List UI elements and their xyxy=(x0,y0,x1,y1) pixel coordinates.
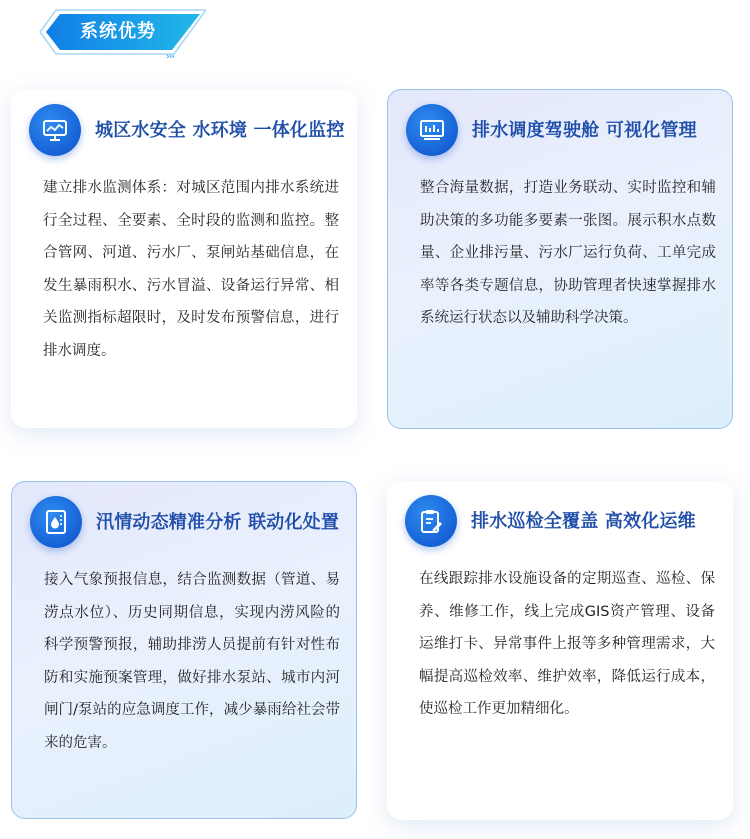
card-title: 排水调度驾驶舱 可视化管理 xyxy=(472,120,697,141)
card-title: 城区水安全 水环境 一体化监控 xyxy=(95,120,345,141)
banner-title: 系统优势 xyxy=(80,21,156,42)
card-title: 汛情动态精准分析 联动化处置 xyxy=(96,512,340,533)
card-body: 整合海量数据，打造业务联动、实时监控和辅助决策的多功能多要素一张图。展示积水点数量、企业排污量、污水厂运行负荷、工单完成率等各类专题信息，协助管理者快速掌握排水系统运行状态以及辅助科学决策。 xyxy=(420,180,716,326)
clipboard-edit-icon xyxy=(405,495,457,547)
advantage-card-inspection xyxy=(387,481,733,820)
section-banner xyxy=(34,8,206,62)
card-body: 在线跟踪排水设施设备的定期巡查、巡检、保养、维修工作，线上完成GIS资产管理、设备运维打卡、异常事件上报等多种管理需求，大幅提高巡检效率、维护效率，降低运行成本，使巡检工作更加精细化。 xyxy=(419,571,715,717)
advantage-card-water-safety xyxy=(11,90,357,428)
card-title: 排水巡检全覆盖 高效化运维 xyxy=(471,511,696,532)
chevrons-icon: ››› xyxy=(166,52,174,62)
water-drop-document-icon xyxy=(30,496,82,548)
advantage-card-dispatch-cockpit xyxy=(387,89,733,429)
card-body: 接入气象预报信息，结合监测数据（管道、易涝点水位）、历史同期信息，实现内涝风险的科学预警预报，辅助排涝人员提前有针对性布防和实施预案管理，做好排水泵站、城市内河闸门/泵站的应急调度工作，减少暴雨给社会带来的危害。 xyxy=(44,572,340,751)
dashboard-screen-icon xyxy=(406,104,458,156)
monitor-chart-icon xyxy=(29,104,81,156)
advantage-card-flood-analysis xyxy=(11,481,357,819)
card-body: 建立排水监测体系：对城区范围内排水系统进行全过程、全要素、全时段的监测和监控。整合管网、河道、污水厂、泵闸站基础信息，在发生暴雨积水、污水冒溢、设备运行异常、相关监测指标超限时，及时发布预警信息，进行排水调度。 xyxy=(43,180,339,359)
